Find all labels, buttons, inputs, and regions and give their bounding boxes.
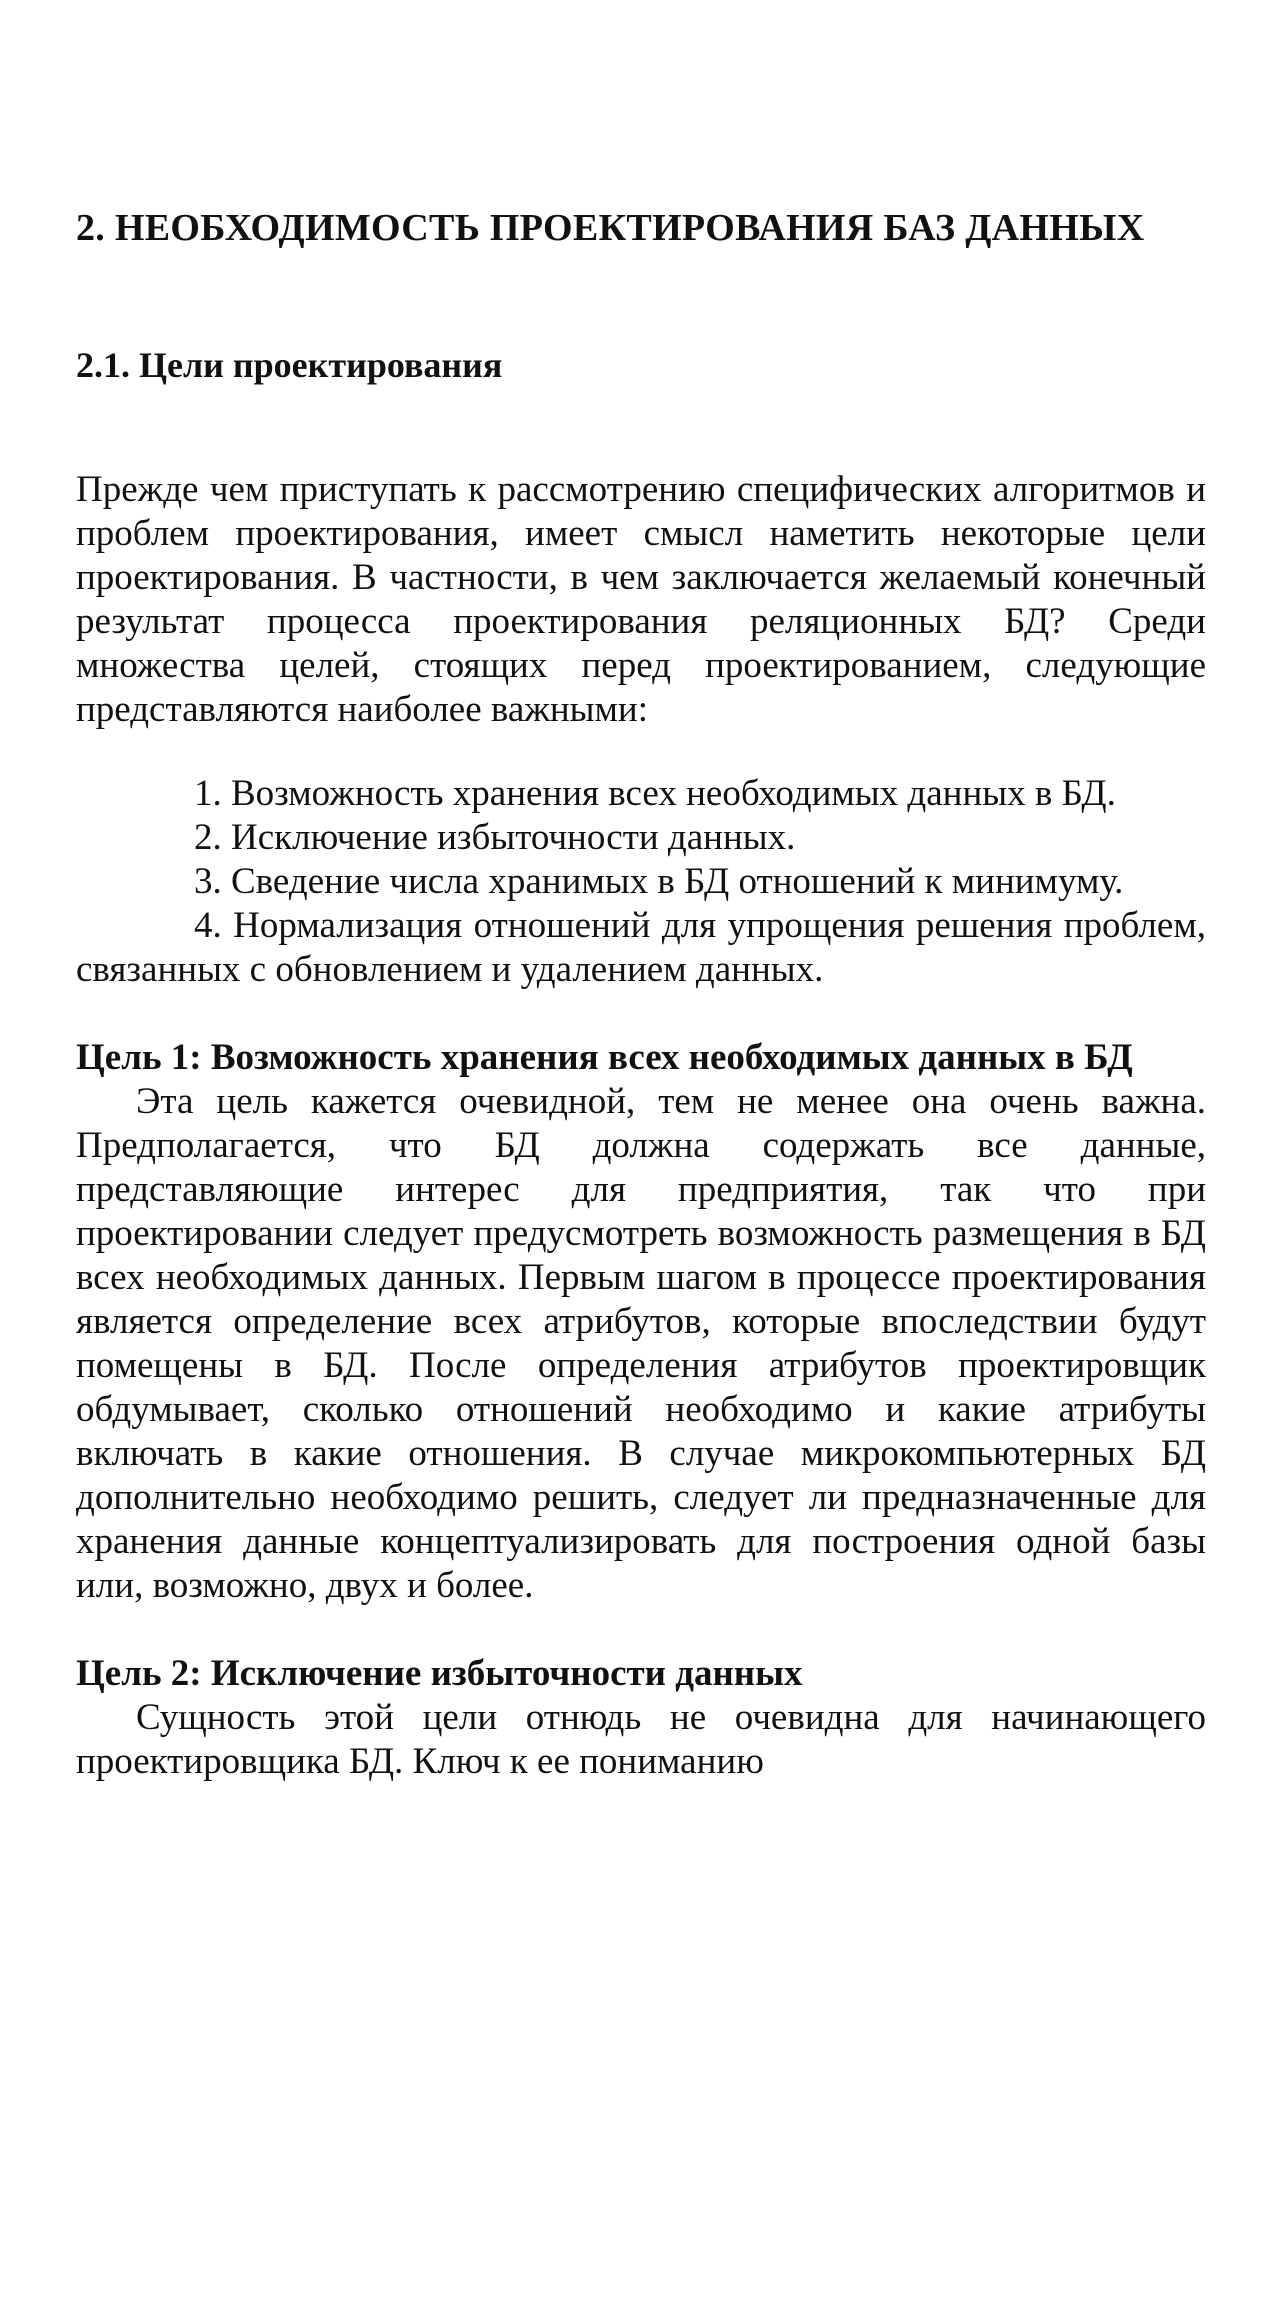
goals-list [76,772,1206,992]
goal1-heading: Цель 1: Возможность хранения всех необходимых данных в БД [76,1037,1133,1078]
section-title: 2.1. Цели проектирования [76,345,503,385]
document-page [76,200,1206,1784]
goal-list-item: 4. Нормализация отношений для упрощения решения проблем, связанных с обновлением и удалением данных. [76,905,1206,990]
chapter-title: 2. НЕОБХОДИМОСТЬ ПРОЕКТИРОВАНИЯ БАЗ ДАННЫХ [76,207,1145,249]
goal-list-item: 2. Исключение избыточности данных. [194,817,796,858]
goal2-paragraph: Сущность этой цели отнюдь не очевидна для начинающего проектировщика БД. Ключ к ее пониманию [76,1697,1206,1782]
intro-paragraph: Прежде чем приступать к рассмотрению специфических алгоритмов и проблем проектирования, имеет смысл наметить некоторые цели проектирования. В частности, в чем заключается желаемый конечный результат процесса проектирования реляционных БД? Среди множества целей, стоящих перед проектированием, следующие представляются наиболее важными: [76,469,1206,730]
goal-list-item: 1. Возможность хранения всех необходимых данных в БД. [194,773,1116,814]
goal-list-item: 3. Сведение числа хранимых в БД отношений к минимуму. [194,861,1124,902]
goal2-heading: Цель 2: Исключение избыточности данных [76,1653,803,1694]
goal1-paragraph: Эта цель кажется очевидной, тем не менее она очень важна. Предполагается, что БД должна содержать все данные, представляющие интерес для предприятия, так что при проектировании следует предусмотреть возможность размещения в БД всех необходимых данных. Первым шагом в процессе проектирования является определение всех атрибутов, которые впоследствии будут помещены в БД. После определения атрибутов проектировщик обдумывает, сколько отношений необходимо и какие атрибуты включать в какие отношения. В случае микрокомпьютерных БД дополнительно необходимо решить, следует ли предназначенные для хранения данные концептуализировать для построения одной базы или, возможно, двух и более. [76,1081,1206,1606]
